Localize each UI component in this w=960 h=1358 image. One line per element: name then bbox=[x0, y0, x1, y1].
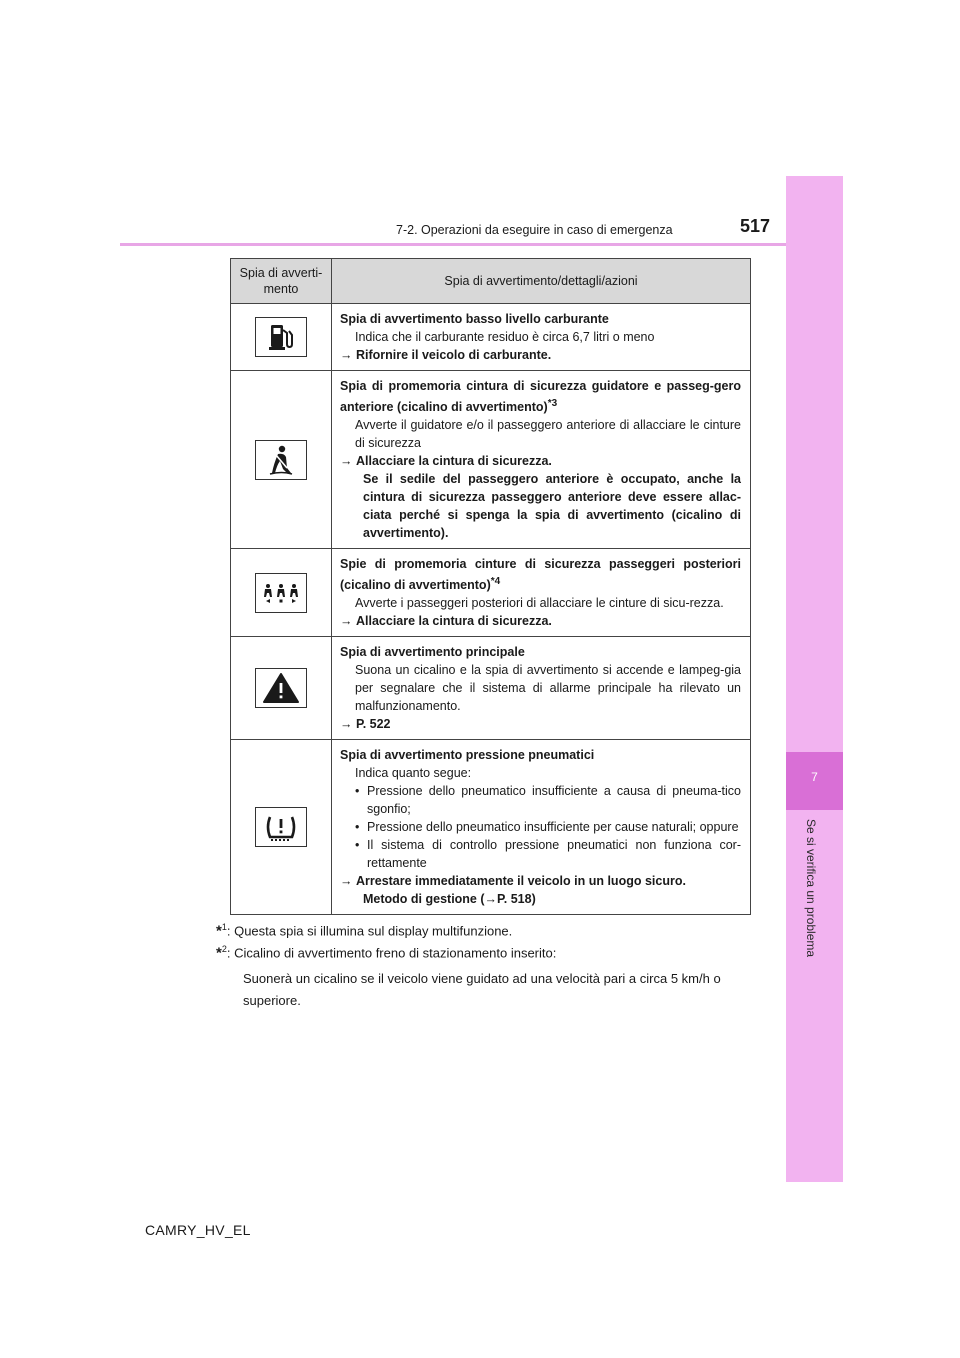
row-action: → P. 522 bbox=[340, 717, 391, 732]
footnote-2: *$^2$: Cicalino di avvertimento freno di stazionamento inserito: bbox=[216, 944, 557, 962]
table-row bbox=[231, 740, 751, 915]
details-cell bbox=[332, 371, 751, 549]
footnote-2-paragraph: Suonerà un cicalino se il veicolo viene guidato ad una velocità pari a circa 5 km/h o superiore. bbox=[243, 971, 721, 1008]
master-warning-icon bbox=[255, 668, 307, 708]
column-header-light-line2: mento bbox=[263, 282, 299, 296]
chapter-side-tab bbox=[786, 176, 843, 1182]
fuel-pump-icon bbox=[255, 317, 307, 357]
row-action-note: Se il sedile del passeggero anteriore è occupato, anche la cintura di sicurezza passeggero anteriore deve essere allac-ciata perché si spenga la spia di avvertimento (cicalino di avvertimento). bbox=[363, 472, 741, 541]
footnote-ref: *4 bbox=[490, 576, 501, 588]
chapter-title: Se si verifica un problema bbox=[804, 819, 818, 958]
row-title: Spia di promemoria cintura di sicurezza guidatore e passeg-gero anteriore (cicalino di avvertimento)$^{*3}$ bbox=[340, 379, 741, 415]
icon-cell bbox=[231, 304, 332, 371]
tire-pressure-icon bbox=[255, 807, 307, 847]
list-item: • Pressione dello pneumatico insufficiente per cause naturali; oppure bbox=[355, 820, 739, 835]
table-row bbox=[231, 549, 751, 637]
chapter-number: 7 bbox=[811, 770, 818, 784]
icon-cell bbox=[231, 637, 332, 740]
details-cell bbox=[332, 740, 751, 915]
row-title: Spia di avvertimento basso livello carburante bbox=[340, 312, 609, 326]
row-title: Spie di promemoria cinture di sicurezza passeggeri posteriori (cicalino di avvertimento)$^{*4}$ bbox=[340, 557, 741, 593]
footer-model: CAMRY_HV_EL bbox=[145, 1222, 251, 1238]
footnote-ref: *3 bbox=[547, 398, 558, 409]
row-description: Avverte i passeggeri posteriori di allacciare le cinture di sicu-rezza. bbox=[355, 596, 724, 611]
footnote-1: *$^1$: Questa spia si illumina sul display multifunzione. bbox=[216, 922, 513, 940]
column-header-details: Spia di avvertimento/dettagli/azioni bbox=[332, 259, 751, 304]
header-rule bbox=[120, 243, 786, 246]
row-action: → Rifornire il veicolo di carburante. bbox=[340, 348, 552, 362]
page-reference-link[interactable]: →P. 518 bbox=[484, 892, 532, 907]
row-description: Indica che il carburante residuo è circa 6,7 litri o meno bbox=[355, 330, 655, 344]
seatbelt-icon bbox=[255, 440, 307, 480]
table-row bbox=[231, 304, 751, 371]
table-row bbox=[231, 637, 751, 740]
row-title: Spia di avvertimento principale bbox=[340, 645, 525, 660]
row-title: Spia di avvertimento pressione pneumatici bbox=[340, 748, 595, 763]
warning-lights-table bbox=[230, 258, 751, 915]
page-number: 517 bbox=[740, 216, 771, 236]
rear-seatbelt-icon bbox=[255, 573, 307, 613]
list-item: • Il sistema di controllo pressione pneumatici non funziona cor-rettamente bbox=[355, 838, 741, 871]
icon-cell bbox=[231, 371, 332, 549]
list-item: • Pressione dello pneumatico insufficiente a causa di pneuma-tico sgonfio; bbox=[355, 784, 741, 817]
details-cell bbox=[332, 549, 751, 637]
row-action: → Allacciare la cintura di sicurezza. bbox=[340, 614, 552, 629]
row-action: → Arrestare immediatamente il veicolo in un luogo sicuro. bbox=[340, 874, 686, 889]
row-description: Avverte il guidatore e/o il passeggero anteriore di allacciare le cinture di sicurezza bbox=[355, 418, 741, 451]
details-cell bbox=[332, 304, 751, 371]
row-action-note: Metodo di gestione (→P. 518) bbox=[363, 892, 536, 907]
icon-cell bbox=[231, 740, 332, 915]
column-header-light bbox=[231, 259, 332, 304]
row-action: → Allacciare la cintura di sicurezza. bbox=[340, 454, 552, 469]
details-cell bbox=[332, 637, 751, 740]
row-description: Indica quanto segue: bbox=[355, 766, 472, 781]
column-header-light-line1: Spia di avverti- bbox=[239, 266, 323, 280]
table-row bbox=[231, 371, 751, 549]
icon-cell bbox=[231, 549, 332, 637]
table-header-row bbox=[231, 259, 751, 304]
section-title: 7-2. Operazioni da eseguire in caso di emergenza bbox=[396, 223, 673, 237]
row-description: Suona un cicalino e la spia di avvertimento si accende e lampeg-gia per segnalare che il sistema di allarme principale ha rilevato un malfunzionamento. bbox=[355, 663, 741, 714]
